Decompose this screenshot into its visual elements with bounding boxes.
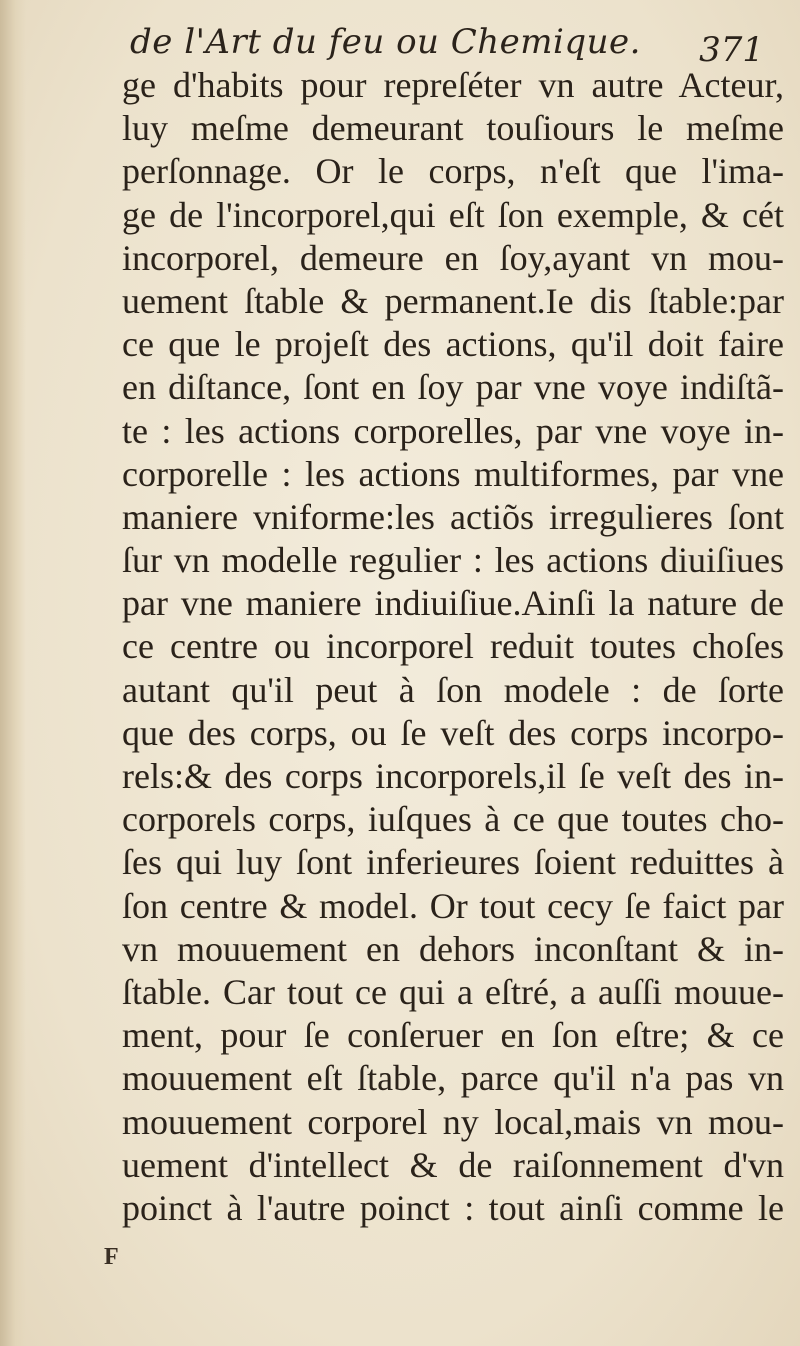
- text-line: corporels corps, iuſques à ce que toutes cho-: [122, 799, 784, 840]
- signature-mark: F: [104, 1244, 119, 1270]
- text-line: uement d'intellect & de raiſonnement d'vn: [122, 1144, 784, 1185]
- text-line: ſon centre & model. Or tout cecy ſe faict par: [122, 885, 784, 926]
- text-line: perſonnage. Or le corps, n'eſt que l'ima-: [122, 151, 784, 192]
- body-text: [122, 64, 784, 1230]
- text-line: ce que le projeſt des actions, qu'il doit faire: [122, 324, 784, 365]
- text-line: que des corps, ou ſe veſt des corps incorpo-: [122, 712, 784, 753]
- text-line: mouuement eſt ſtable, parce qu'il n'a pas vn: [122, 1058, 784, 1099]
- text-line: ſur vn modelle regulier : les actions diuiſiues: [122, 540, 784, 581]
- text-line: uement ſtable & permanent.Ie dis ſtable:par: [122, 280, 784, 321]
- text-line: ge d'habits pour repreſéter vn autre Acteur,: [122, 65, 784, 105]
- text-line: maniere vniforme:les actiõs irregulieres ſont: [122, 496, 784, 537]
- text-line: par vne maniere indiuiſiue.Ainſi la nature de: [122, 583, 784, 624]
- text-line: luy meſme demeurant touſiours le meſme: [122, 108, 784, 149]
- text-line: rels:& des corps incorporels,il ſe veſt des in-: [122, 756, 784, 796]
- text-line: ſtable. Car tout ce qui a eſtré, a auſſi mouue-: [122, 971, 784, 1012]
- text-line: en diſtance, ſont en ſoy par vne voye indiſtã-: [122, 367, 784, 408]
- text-line: vn mouuement en dehors inconſtant & in-: [122, 928, 784, 969]
- text-line: ce centre ou incorporel reduit toutes choſes: [122, 626, 784, 667]
- text-line: te : les actions corporelles, par vne voye in-: [122, 410, 784, 451]
- text-line: poinct à l'autre poinct : tout ainſi comme le: [122, 1187, 784, 1228]
- page-footer: [104, 1244, 164, 1284]
- gutter-shadow: [0, 0, 26, 1346]
- text-line: autant qu'il peut à ſon modele : de ſorte: [122, 669, 784, 710]
- text-line: ment, pour ſe conſeruer en ſon eſtre; & ce: [122, 1015, 784, 1056]
- text-line: incorporel, demeure en ſoy,ayant vn mou-: [122, 237, 784, 278]
- text-line: ſes qui luy ſont inferieures ſoient reduittes à: [122, 842, 784, 883]
- text-line: ge de l'incorporel,qui eſt ſon exemple, & cét: [122, 194, 784, 235]
- page-number: 371: [699, 30, 764, 70]
- text-line: mouuement corporel ny local,mais vn mou-: [122, 1101, 784, 1142]
- running-title: de l'Art du feu ou Chemique.: [130, 22, 641, 62]
- text-line: corporelle : les actions multiformes, par vne: [122, 453, 784, 494]
